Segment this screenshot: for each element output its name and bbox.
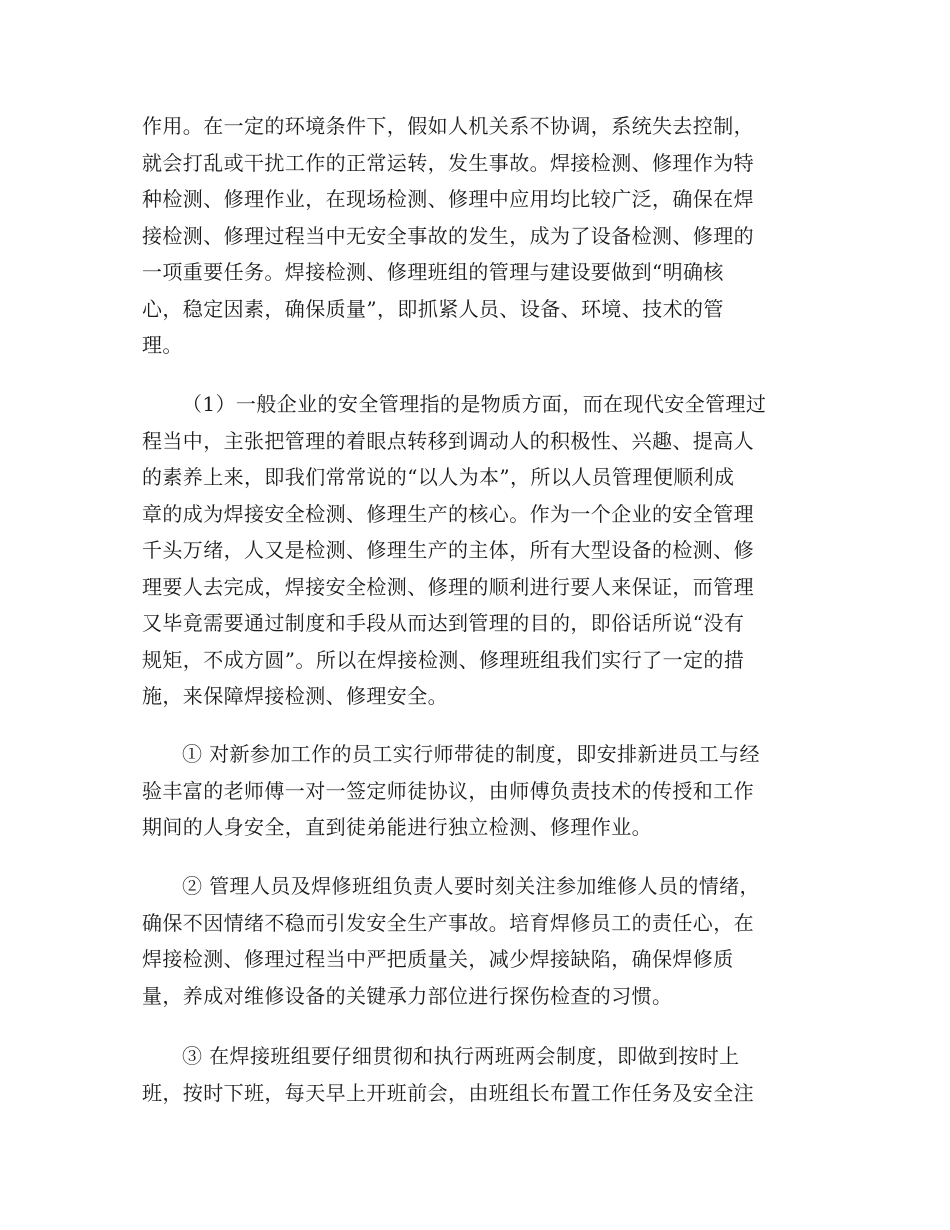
text-line: ② 管理人员及焊修班组负责人要时刻关注参加维修人员的情绪， xyxy=(182,874,760,898)
text-line: 接检测、修理过程当中无安全事故的发生，成为了设备检测、修理的 xyxy=(142,223,754,248)
paragraph-5 xyxy=(142,1038,814,1111)
text-line: 理。 xyxy=(142,333,183,357)
paragraph-1 xyxy=(142,108,814,364)
text-line: 理要人去完成，焊接安全检测、修理的顺利进行要人来保证，而管理 xyxy=(142,574,754,599)
text-line: ③ 在焊接班组要仔细贯彻和执行两班两会制度，即做到按时上 xyxy=(182,1044,740,1068)
text-line: （1）一般企业的安全管理指的是物质方面，而在现代安全管理过 xyxy=(182,392,767,416)
text-line: 验丰富的老师傅一对一签定师徒协议，由师傅负责技术的传授和工作 xyxy=(142,778,754,803)
text-line: 规矩，不成方圆”。所以在焊接检测、修理班组我们实行了一定的措 xyxy=(142,647,745,672)
text-line: 千头万绪，人又是检测、修理生产的主体，所有大型设备的检测、修 xyxy=(142,538,754,562)
text-line: 程当中，主张把管理的着眼点转移到调动人的积极性、兴趣、提高人 xyxy=(142,428,754,453)
text-line: ① 对新参加工作的员工实行师带徒的制度，即安排新进员工与经 xyxy=(182,742,760,766)
text-line: 就会打乱或干扰工作的正常运转，发生事故。焊接检测、修理作为特 xyxy=(142,150,754,175)
text-line: 一项重要任务。焊接检测、修理班组的管理与建设要做到“明确核 xyxy=(142,260,724,284)
text-line: 施，来保障焊接检测、修理安全。 xyxy=(142,684,448,708)
paragraph-2 xyxy=(142,386,814,715)
text-line: 作用。在一定的环境条件下，假如人机关系不协调，系统失去控制， xyxy=(142,114,754,138)
text-line: 章的成为焊接安全检测、修理生产的核心。作为一个企业的安全管理 xyxy=(142,501,754,526)
text-line: 确保不因情绪不稳而引发安全生产事故。培育焊修员工的责任心，在 xyxy=(142,910,754,935)
text-line: 的素养上来，即我们常常说的“以人为本”，所以人员管理便顺利成 xyxy=(142,465,735,489)
text-line: 焊接检测、修理过程当中严把质量关，减少焊接缺陷，确保焊修质 xyxy=(142,947,734,971)
text-line: 种检测、修理作业，在现场检测、修理中应用均比较广泛，确保在焊 xyxy=(142,187,754,211)
text-line: 期间的人身安全，直到徒弟能进行独立检测、修理作业。 xyxy=(142,815,652,839)
text-line: 量，养成对维修设备的关键承力部位进行探伤检查的习惯。 xyxy=(142,983,673,1008)
paragraph-3 xyxy=(142,736,814,846)
text-line: 心，稳定因素，确保质量”，即抓紧人员、设备、环境、技术的管 xyxy=(142,296,724,321)
text-line: 班，按时下班，每天早上开班前会，由班组长布置工作任务及安全注 xyxy=(142,1080,754,1105)
paragraph-4 xyxy=(142,868,814,1014)
text-line: 又毕竟需要通过制度和手段从而达到管理的目的，即俗话所说“没有 xyxy=(142,611,745,635)
